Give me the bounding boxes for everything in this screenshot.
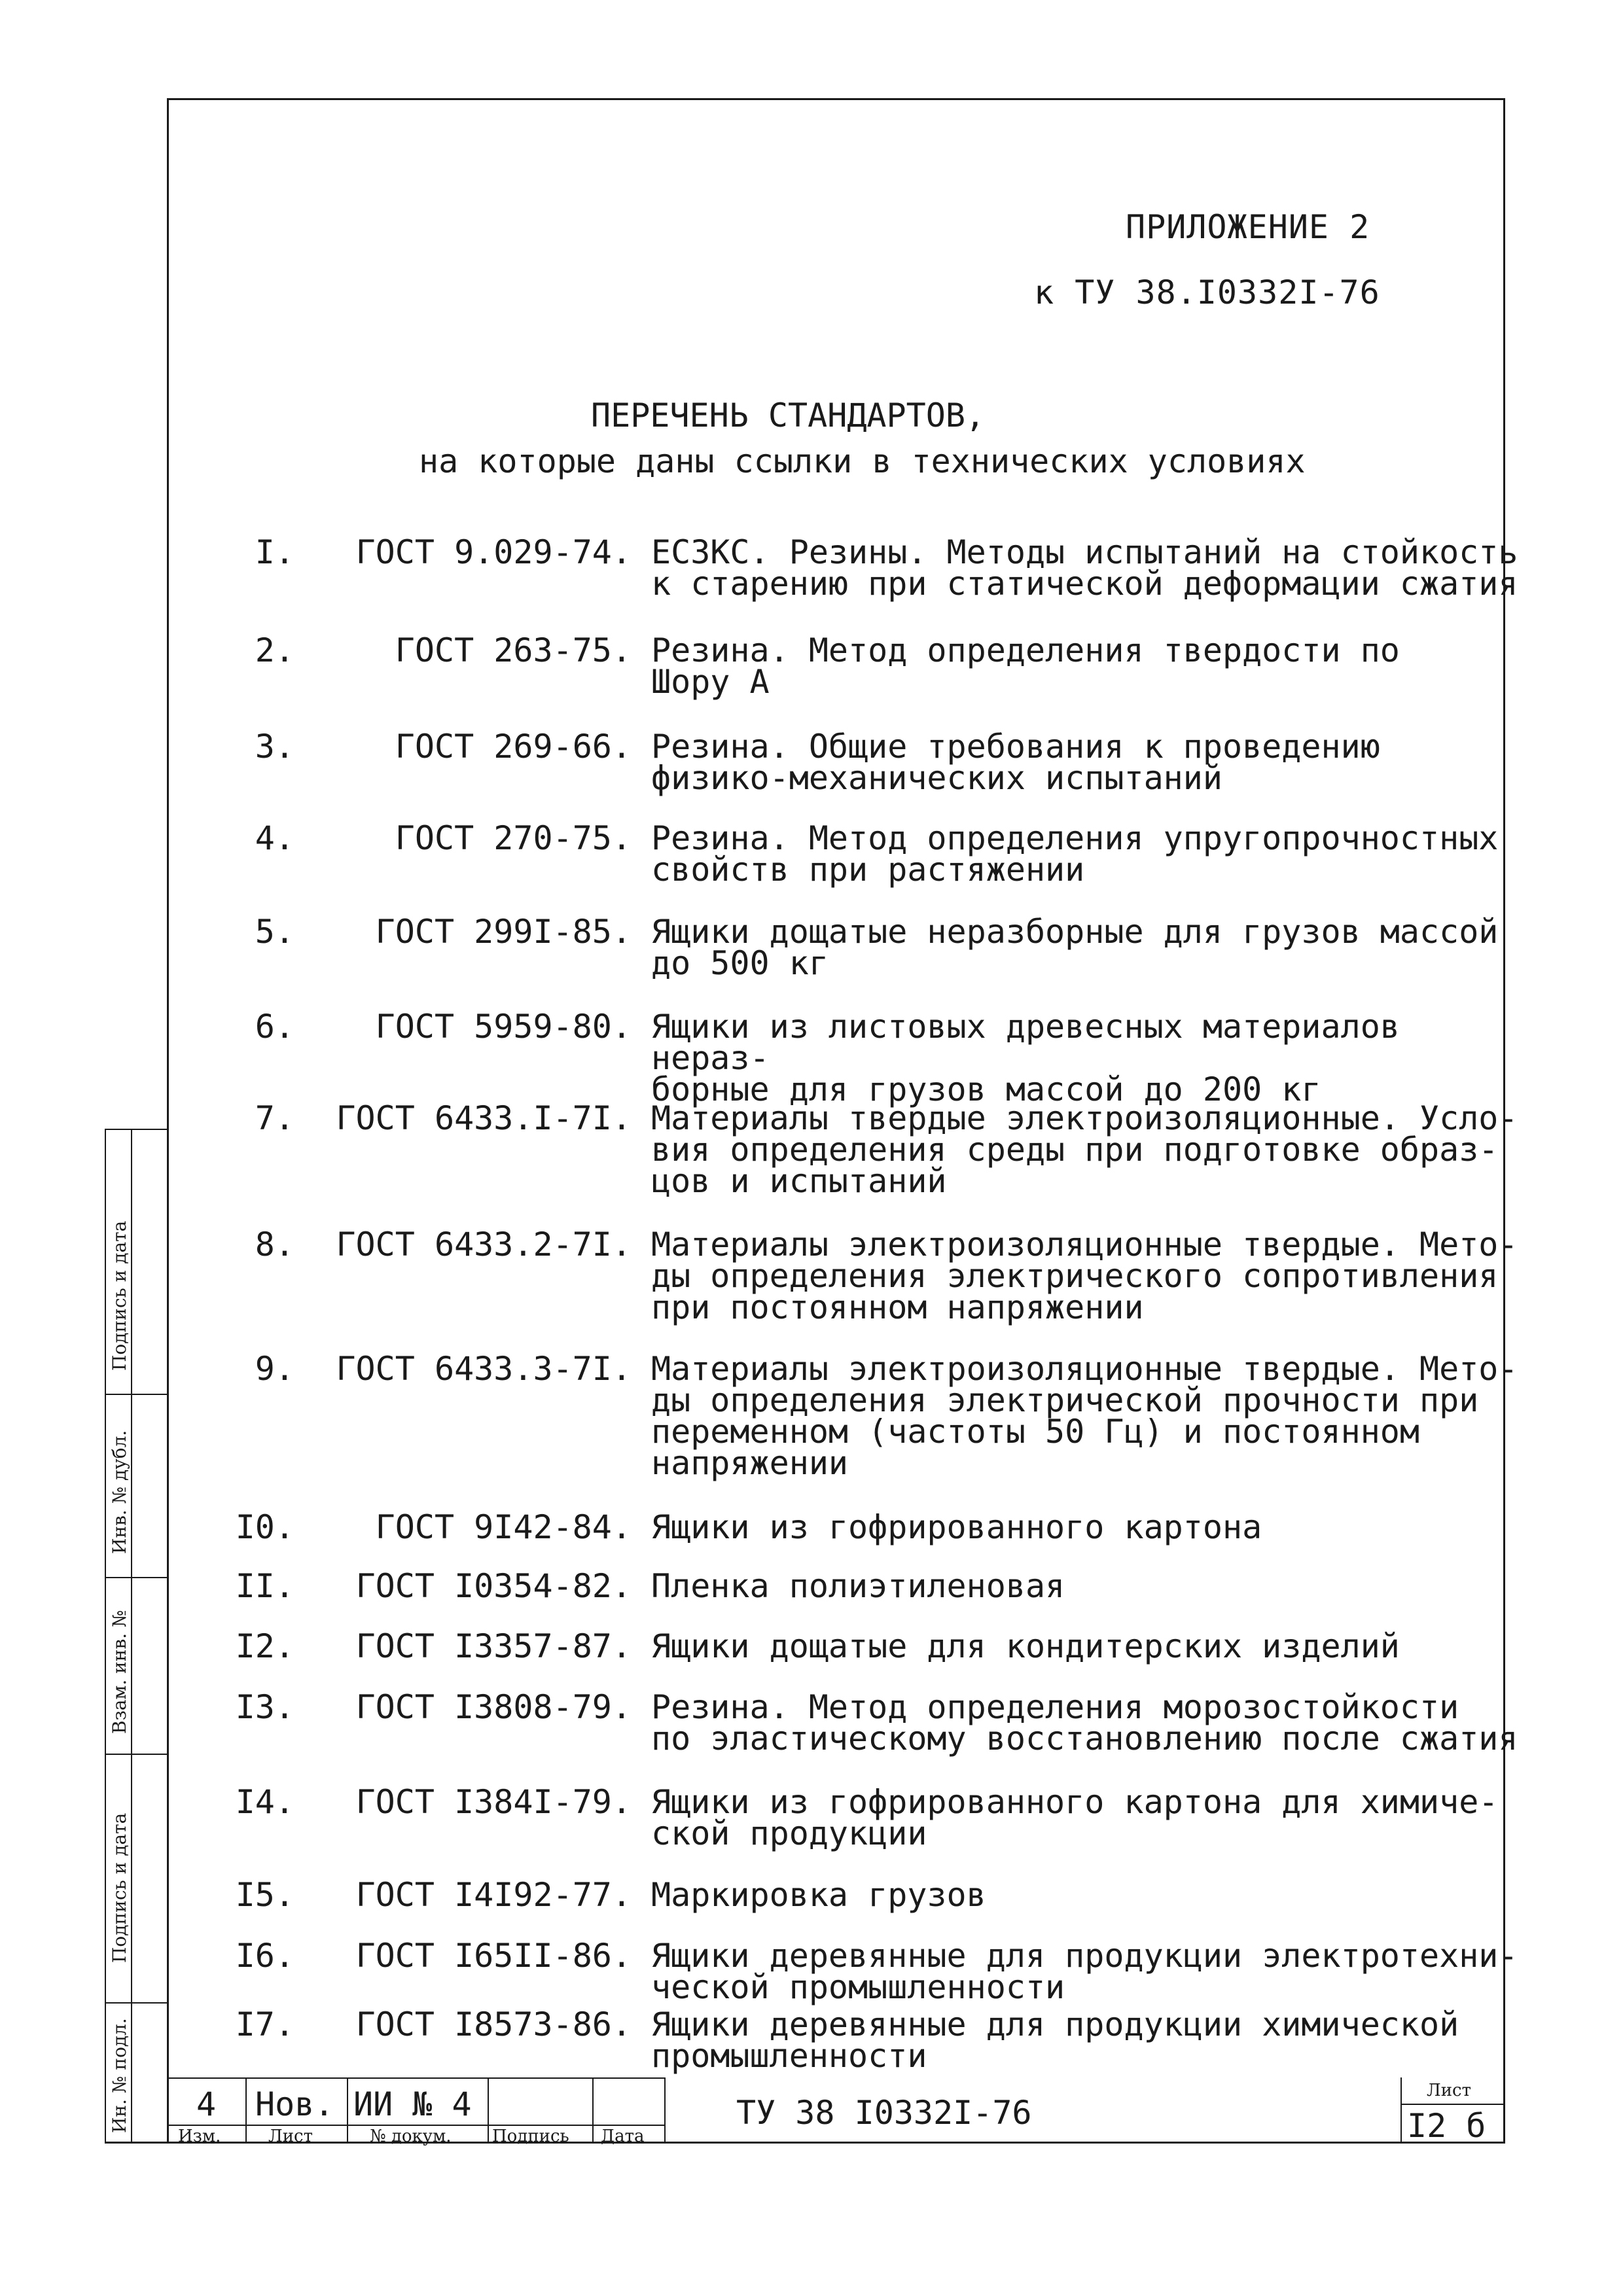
item-number: I3.	[235, 1688, 294, 1726]
frame-bottom-line	[105, 2142, 1505, 2144]
stamp-caption-signature: Подпись	[492, 2127, 569, 2146]
item-description: Резина. Метод определения твердости по Шору А	[651, 631, 1400, 701]
item-number: I.	[255, 533, 294, 571]
stamp-col-line	[245, 2077, 247, 2143]
item-description: Резина. Метод определения морозостойкости по эластическому восстановлению после сжатия	[651, 1688, 1518, 1757]
item-number: 3.	[255, 728, 294, 766]
item-number: I2.	[235, 1627, 294, 1665]
item-description: Маркировка грузов	[651, 1876, 986, 1914]
stamp-change-number: 4	[196, 2085, 217, 2123]
stamp-sheet-box-left	[1400, 2077, 1402, 2143]
item-gost-code: ГОСТ 6433.2-7I.	[336, 1226, 632, 1263]
stamp-sheet-caption: Лист	[1427, 2081, 1471, 2100]
item-description: Резина. Общие требования к проведению физико-механических испытаний	[651, 728, 1380, 797]
stamp-col-line	[592, 2077, 594, 2143]
item-number: I4.	[235, 1783, 294, 1821]
appendix-reference: к ТУ 38.I0332I-76	[1034, 274, 1380, 311]
item-gost-code: ГОСТ I0354-82.	[355, 1567, 632, 1605]
item-gost-code: ГОСТ 269-66.	[395, 728, 632, 766]
stamp-document-designation: ТУ 38 I0332I-76	[736, 2094, 1032, 2132]
document-subtitle: на которые даны ссылки в технических условиях	[419, 442, 1306, 480]
item-description: Ящики из листовых древесных материалов нераз- борные для грузов массой до 200 кг	[651, 1008, 1400, 1108]
frame-left-line	[167, 98, 169, 2143]
item-description: Резина. Метод определения упругопрочностных свойств при растяжении	[651, 819, 1499, 889]
item-gost-code: ГОСТ I3357-87.	[355, 1627, 632, 1665]
side-label-inv-duplicate: Инв. № дубл.	[109, 1430, 130, 1554]
stamp-sheet-box-divider	[1400, 2104, 1505, 2105]
item-number: 6.	[255, 1008, 294, 1046]
item-description: Ящики деревянные для продукции химической промышленности	[651, 2005, 1459, 2075]
side-box-divider	[105, 1754, 168, 1755]
item-description: Ящики деревянные для продукции электротехни- ческой промышленности	[651, 1937, 1518, 2006]
item-gost-code: ГОСТ I3808-79.	[355, 1688, 632, 1726]
item-number: 4.	[255, 819, 294, 857]
document-title: ПЕРЕЧЕНЬ СТАНДАРТОВ,	[591, 397, 986, 434]
frame-top-line	[167, 98, 1505, 100]
item-description: Ящики дощатые для кондитерских изделий	[651, 1627, 1400, 1665]
stamp-top-line	[168, 2077, 666, 2079]
item-description: Пленка полиэтиленовая	[651, 1567, 1065, 1605]
item-number: I5.	[235, 1876, 294, 1914]
item-gost-code: ГОСТ 5959-80.	[375, 1008, 632, 1046]
side-box-top	[105, 1129, 168, 1130]
item-description: Материалы электроизоляционные твердые. Мето- ды определения электрического сопротивления при постоянном напряжении	[651, 1226, 1518, 1326]
item-gost-code: ГОСТ 6433.3-7I.	[336, 1350, 632, 1388]
stamp-caption-izm: Изм.	[178, 2127, 221, 2146]
item-gost-code: ГОСТ 270-75.	[395, 819, 632, 857]
item-number: II.	[235, 1567, 294, 1605]
side-label-signature-date: Подпись и дата	[109, 1220, 130, 1371]
item-description: Материалы электроизоляционные твердые. Мето- ды определения электрической прочности при переменном (частоты 50 Гц) и постоянном напряжении	[651, 1350, 1518, 1482]
side-box-outer-left	[105, 1129, 106, 2143]
item-description: Материалы твердые электроизоляционные. Усло- вия определения среды при подготовке образ- цов и испытаний	[651, 1099, 1518, 1200]
item-description: Ящики дощатые неразборные для грузов массой до 500 кг	[651, 913, 1499, 982]
item-gost-code: ГОСТ I4I92-77.	[355, 1876, 632, 1914]
stamp-caption-date: Дата	[601, 2127, 645, 2146]
item-gost-code: ГОСТ 263-75.	[395, 631, 632, 669]
item-number: 9.	[255, 1350, 294, 1388]
item-number: 2.	[255, 631, 294, 669]
item-gost-code: ГОСТ 6433.I-7I.	[336, 1099, 632, 1137]
item-gost-code: ГОСТ I384I-79.	[355, 1783, 632, 1821]
stamp-document-number: ИИ № 4	[353, 2085, 472, 2123]
stamp-sheet-status: Нов.	[255, 2085, 334, 2123]
stamp-row-line	[168, 2125, 666, 2126]
stamp-sheet-number: I2 б	[1407, 2107, 1486, 2145]
item-gost-code: ГОСТ 9I42-84.	[375, 1508, 632, 1546]
item-description: Ящики из гофрированного картона для химиче- ской продукции	[651, 1783, 1499, 1852]
item-gost-code: ГОСТ I65II-86.	[355, 1937, 632, 1975]
side-box-inner-divider	[131, 1129, 132, 2143]
stamp-caption-list: Лист	[268, 2127, 313, 2146]
appendix-label: ПРИЛОЖЕНИЕ 2	[1126, 208, 1370, 246]
item-number: 7.	[255, 1099, 294, 1137]
item-description: ЕСЗКС. Резины. Методы испытаний на стойкость к старению при статической деформации сжатия	[651, 533, 1518, 603]
item-number: I7.	[235, 2005, 294, 2043]
stamp-col-line	[488, 2077, 489, 2143]
side-box-divider	[105, 2002, 168, 2004]
item-gost-code: ГОСТ 9.029-74.	[355, 533, 632, 571]
item-gost-code: ГОСТ I8573-86.	[355, 2005, 632, 2043]
side-label-signature-date-2: Подпись и дата	[109, 1812, 130, 1963]
side-box-divider	[105, 1577, 168, 1578]
item-number: 5.	[255, 913, 294, 951]
item-number: I6.	[235, 1937, 294, 1975]
stamp-col-line	[347, 2077, 348, 2143]
side-label-replace-inv: Взам. инв. №	[109, 1610, 130, 1734]
side-box-divider	[105, 1394, 168, 1395]
side-label-inv-original: Ин. № подл.	[109, 2018, 130, 2133]
item-gost-code: ГОСТ 299I-85.	[375, 913, 632, 951]
item-number: I0.	[235, 1508, 294, 1546]
item-number: 8.	[255, 1226, 294, 1263]
item-description: Ящики из гофрированного картона	[651, 1508, 1262, 1546]
stamp-caption-doc: № докум.	[370, 2127, 452, 2146]
stamp-col-line	[664, 2077, 666, 2143]
